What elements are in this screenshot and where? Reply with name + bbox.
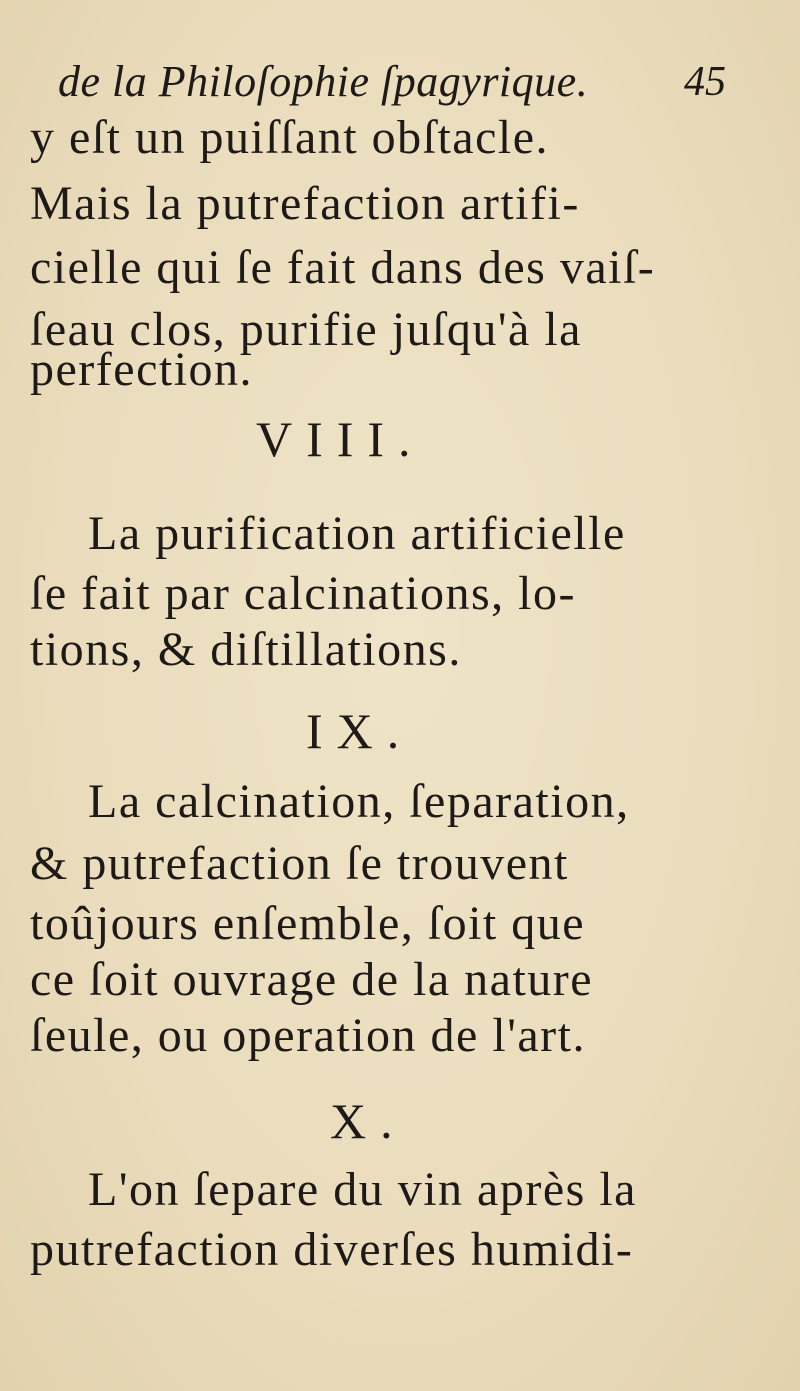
section-numeral: IX. [306, 703, 414, 759]
text-line: ſe fait par calcinations, lo- [30, 567, 576, 620]
text-line: ſeule, ou operation de l'art. [30, 1009, 586, 1062]
section-numeral: VIII. [256, 411, 425, 467]
text-line: perfection. [30, 343, 254, 396]
text-line: putrefaction diverſes humidi- [30, 1223, 634, 1276]
text-line: cielle qui ſe fait dans des vaiſ- [30, 241, 656, 294]
text-line: ce ſoit ouvrage de la nature [30, 953, 594, 1006]
text-line: & putrefaction ſe trouvent [30, 837, 569, 890]
text-line: L'on ſepare du vin après la [88, 1163, 637, 1216]
text-line: toûjours enſemble, ſoit que [30, 897, 586, 950]
text-line: ſeau clos, purifie juſqu'à la [30, 303, 582, 356]
page-header [58, 56, 726, 112]
section-numeral: X. [330, 1093, 407, 1149]
text-line: La calcination, ſeparation, [88, 775, 630, 828]
text-line: y eſt un puiſſant obſtacle. [30, 111, 550, 164]
text-line: La purification artificielle [88, 507, 626, 560]
page-number: 45 [684, 59, 726, 105]
text-line: Mais la putrefaction artifi- [30, 177, 580, 230]
text-line: tions, & diſtillations. [30, 623, 462, 676]
running-title: de la Philoſophie ſpagyrique. [58, 57, 589, 106]
